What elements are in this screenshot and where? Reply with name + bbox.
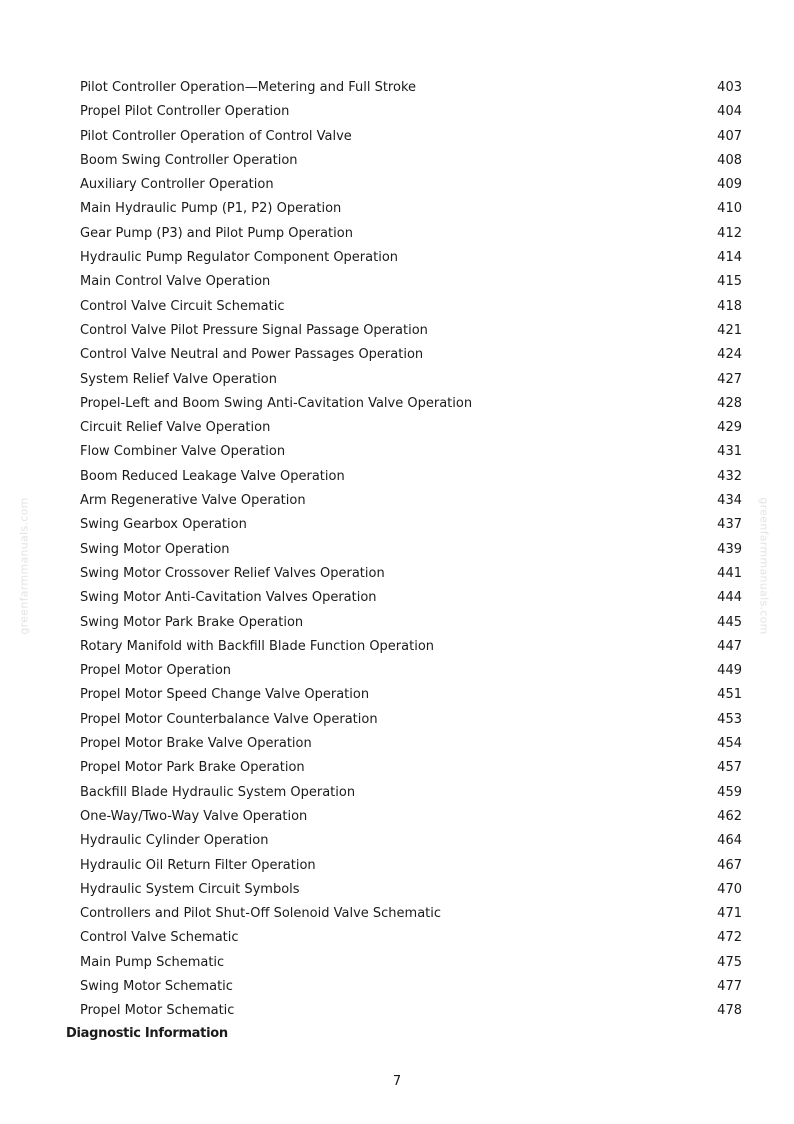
- toc-entry-title: One-Way/Two-Way Valve Operation: [80, 808, 308, 824]
- toc-entry-title: Flow Combiner Valve Operation: [80, 444, 286, 460]
- toc-entry-title: Swing Motor Schematic: [80, 978, 233, 994]
- toc-entry[interactable]: [80, 586, 742, 610]
- toc-entry-title: Hydraulic System Circuit Symbols: [80, 881, 300, 897]
- toc-entry-page: 410: [717, 201, 742, 217]
- toc-entry-page: 415: [717, 274, 742, 290]
- toc-entry-title: Pilot Controller Operation of Control Valve: [80, 128, 352, 144]
- toc-entry-page: 441: [717, 565, 742, 581]
- toc-entry-page: 462: [717, 808, 742, 824]
- toc-entry-title: Propel Motor Park Brake Operation: [80, 760, 305, 776]
- toc-entry-title: Propel Motor Operation: [80, 663, 232, 679]
- toc-entry[interactable]: [80, 392, 742, 416]
- watermark-right: greenfarmmanuals.com: [757, 497, 771, 635]
- toc-entry-page: 472: [717, 930, 742, 946]
- toc-entry-title: Hydraulic Cylinder Operation: [80, 833, 269, 849]
- toc-entry-title: Main Control Valve Operation: [80, 274, 271, 290]
- toc-entry-page: 407: [717, 128, 742, 144]
- toc-entry-title: System Relief Valve Operation: [80, 371, 277, 387]
- toc-entry-title: Propel Motor Speed Change Valve Operation: [80, 687, 370, 703]
- toc-entry-title: Control Valve Neutral and Power Passages Operation: [80, 347, 424, 363]
- toc-entry[interactable]: [80, 125, 742, 149]
- toc-entry-page: 403: [717, 80, 742, 95]
- toc-entry-title: Control Valve Circuit Schematic: [80, 298, 285, 314]
- toc-entry[interactable]: [80, 416, 742, 440]
- toc-entry-page: 418: [717, 298, 742, 314]
- toc-entry-page: 451: [717, 687, 742, 703]
- toc-entry[interactable]: [80, 635, 742, 659]
- toc-entry-title: Backfill Blade Hydraulic System Operation: [80, 784, 356, 800]
- toc-entry[interactable]: [80, 538, 742, 562]
- toc-entry[interactable]: [80, 246, 742, 270]
- toc-entry-page: 439: [717, 541, 742, 557]
- toc-entry-title: Rotary Manifold with Backfill Blade Function Operation: [80, 638, 435, 654]
- toc-entry[interactable]: [80, 805, 742, 829]
- toc-entry[interactable]: [80, 368, 742, 392]
- toc-entry-page: 477: [717, 978, 742, 994]
- toc-entry-title: Swing Gearbox Operation: [80, 517, 247, 533]
- toc-entry[interactable]: [80, 683, 742, 707]
- toc-entry-page: 449: [717, 663, 742, 679]
- toc-entry-title: Hydraulic Pump Regulator Component Operation: [80, 250, 399, 266]
- table-of-contents: [80, 76, 742, 1024]
- toc-entry-page: 429: [717, 420, 742, 436]
- toc-entry-title: Propel Motor Brake Valve Operation: [80, 736, 312, 752]
- toc-entry-page: 478: [717, 1003, 742, 1019]
- toc-entry-page: 470: [717, 881, 742, 897]
- toc-entry-page: 434: [717, 493, 742, 509]
- toc-entry[interactable]: [80, 295, 742, 319]
- toc-entry-page: 459: [717, 784, 742, 800]
- toc-entry[interactable]: [80, 951, 742, 975]
- toc-entry-title: Propel Motor Counterbalance Valve Operation: [80, 711, 378, 727]
- toc-entry[interactable]: [80, 465, 742, 489]
- toc-entry-title: Main Hydraulic Pump (P1, P2) Operation: [80, 201, 342, 217]
- toc-entry[interactable]: [80, 76, 742, 100]
- toc-entry[interactable]: [80, 829, 742, 853]
- toc-entry-page: 414: [717, 250, 742, 266]
- toc-entry-title: Swing Motor Crossover Relief Valves Operation: [80, 565, 385, 581]
- toc-entry[interactable]: [80, 902, 742, 926]
- toc-entry-title: Gear Pump (P3) and Pilot Pump Operation: [80, 225, 353, 241]
- toc-entry[interactable]: [80, 781, 742, 805]
- toc-entry[interactable]: [80, 708, 742, 732]
- toc-entry-page: 464: [717, 833, 742, 849]
- toc-entry-page: 424: [717, 347, 742, 363]
- toc-entry[interactable]: [80, 197, 742, 221]
- toc-entry-page: 404: [717, 104, 742, 120]
- toc-entry-page: 437: [717, 517, 742, 533]
- toc-entry-page: 444: [717, 590, 742, 606]
- toc-entry[interactable]: [80, 878, 742, 902]
- toc-entry-title: Swing Motor Park Brake Operation: [80, 614, 304, 630]
- toc-entry[interactable]: [80, 513, 742, 537]
- toc-entry[interactable]: [80, 319, 742, 343]
- toc-entry-title: Propel-Left and Boom Swing Anti-Cavitation Valve Operation: [80, 395, 473, 411]
- toc-entry[interactable]: [80, 343, 742, 367]
- toc-entry[interactable]: [80, 659, 742, 683]
- toc-entry[interactable]: [80, 732, 742, 756]
- toc-entry-title: Auxiliary Controller Operation: [80, 177, 274, 193]
- toc-entry[interactable]: [80, 489, 742, 513]
- toc-entry[interactable]: [80, 611, 742, 635]
- toc-entry[interactable]: [80, 926, 742, 950]
- toc-entry-page: 428: [717, 395, 742, 411]
- section-heading[interactable]: Diagnostic Information: [66, 1026, 228, 1041]
- watermark-left: greenfarmmanuals.com: [17, 497, 31, 635]
- toc-entry-page: 454: [717, 736, 742, 752]
- toc-entry-page: 467: [717, 857, 742, 873]
- toc-entry-page: 453: [717, 711, 742, 727]
- toc-entry-page: 447: [717, 638, 742, 654]
- toc-entry-title: Controllers and Pilot Shut-Off Solenoid Valve Schematic: [80, 906, 442, 922]
- toc-entry-title: Hydraulic Oil Return Filter Operation: [80, 857, 316, 873]
- toc-entry-title: Arm Regenerative Valve Operation: [80, 493, 306, 509]
- page-number: 7: [392, 1074, 402, 1089]
- toc-entry-title: Boom Swing Controller Operation: [80, 152, 298, 168]
- toc-entry-page: 431: [717, 444, 742, 460]
- toc-entry[interactable]: [80, 222, 742, 246]
- toc-entry-title: Main Pump Schematic: [80, 954, 225, 970]
- toc-entry-title: Boom Reduced Leakage Valve Operation: [80, 468, 345, 484]
- toc-entry[interactable]: [80, 999, 742, 1023]
- toc-entry-title: Swing Motor Operation: [80, 541, 230, 557]
- toc-entry-page: 475: [717, 954, 742, 970]
- toc-entry-title: Circuit Relief Valve Operation: [80, 420, 271, 436]
- toc-entry-page: 412: [717, 225, 742, 241]
- toc-entry[interactable]: [80, 975, 742, 999]
- toc-entry[interactable]: [80, 756, 742, 780]
- toc-entry[interactable]: [80, 173, 742, 197]
- toc-entry[interactable]: [80, 100, 742, 124]
- toc-entry-page: 471: [717, 906, 742, 922]
- toc-entry-page: 445: [717, 614, 742, 630]
- toc-entry-page: 432: [717, 468, 742, 484]
- toc-entry-title: Swing Motor Anti-Cavitation Valves Operation: [80, 590, 377, 606]
- toc-entry[interactable]: [80, 270, 742, 294]
- toc-entry-title: Propel Motor Schematic: [80, 1003, 235, 1019]
- toc-entry-title: Control Valve Schematic: [80, 930, 239, 946]
- toc-entry-title: Control Valve Pilot Pressure Signal Passage Operation: [80, 322, 428, 338]
- toc-entry-page: 457: [717, 760, 742, 776]
- toc-entry[interactable]: [80, 854, 742, 878]
- toc-entry-page: 408: [717, 152, 742, 168]
- toc-entry-title: Propel Pilot Controller Operation: [80, 104, 290, 120]
- toc-entry-title: Pilot Controller Operation—Metering and Full Stroke: [80, 80, 417, 95]
- toc-entry[interactable]: [80, 149, 742, 173]
- toc-entry-page: 409: [717, 177, 742, 193]
- toc-entry[interactable]: [80, 562, 742, 586]
- toc-entry[interactable]: [80, 440, 742, 464]
- toc-entry-page: 421: [717, 322, 742, 338]
- toc-entry-page: 427: [717, 371, 742, 387]
